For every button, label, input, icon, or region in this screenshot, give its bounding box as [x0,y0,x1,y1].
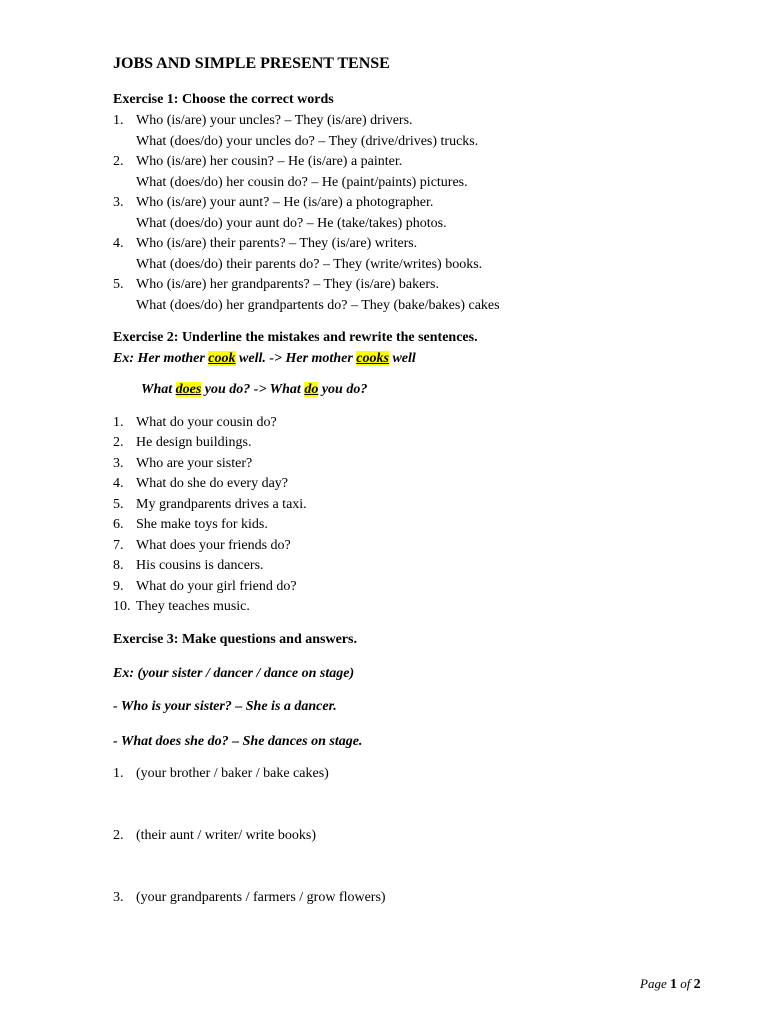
item-number: 1. [113,415,124,430]
item-number: 5. [113,497,124,512]
item-text: His cousins is dancers. [136,558,264,573]
item-number: 3. [113,456,124,471]
example-text: you do? -> What [201,382,305,397]
example-text: : (your sister / dancer / dance on stage) [129,666,355,681]
item-number: 9. [113,579,124,594]
item-text: Who (is/are) your aunt? – He (is/are) a photographer. [136,195,434,210]
item-text: She make toys for kids. [136,517,268,532]
item-number: 2. [113,828,124,843]
item-text: (your brother / baker / bake cakes) [136,766,329,781]
list-item [113,475,288,493]
example-label: Ex [113,666,130,681]
list-item [113,598,250,616]
list-item [113,276,439,294]
item-number: 2. [113,154,124,169]
example-text: well [388,351,416,366]
example-answer: - What does she do? – She dances on stage. [113,734,363,749]
list-item [113,194,433,212]
item-number: 1. [113,766,124,781]
item-text: What does your friends do? [136,538,291,553]
list-item [113,537,291,555]
exercise2-heading: Exercise 2: Underline the mistakes and rewrite the sentences. [113,330,478,345]
item-text: What do your cousin do? [136,415,277,430]
page-of-label: of [676,976,694,991]
item-number: 5. [113,277,124,292]
item-text: My grandparents drives a taxi. [136,497,307,512]
example-text: : Her mother [129,351,209,366]
example-line [113,350,416,368]
list-item [113,235,417,253]
item-text: (their aunt / writer/ write books) [136,828,317,843]
item-text: What do your girl friend do? [136,579,297,594]
item-text: They teaches music. [136,599,250,614]
item-text: What do she do every day? [136,476,288,491]
item-number: 3. [113,195,124,210]
list-item [113,827,316,845]
list-item [113,455,252,473]
example-label: Ex [113,351,130,366]
list-item [113,112,413,130]
item-number: 4. [113,476,124,491]
item-number: 2. [113,435,124,450]
item-text: Who (is/are) your uncles? – They (is/are) drivers. [136,113,413,128]
highlighted-correction: do [304,382,319,397]
example-line [141,381,367,399]
list-item [113,496,307,514]
example-text: well. -> Her mother [235,351,357,366]
page-label: Page [640,976,670,991]
item-text: Who (is/are) their parents? – They (is/are) writers. [136,236,418,251]
item-number: 6. [113,517,124,532]
item-number: 1. [113,113,124,128]
list-item [113,516,268,534]
item-number: 3. [113,890,124,905]
list-item [113,414,277,432]
item-number: 10. [113,599,131,614]
list-item [113,765,329,783]
list-item-continuation: What (does/do) your uncles do? – They (drive/drives) trucks. [136,134,479,149]
item-text: (your grandparents / farmers / grow flowers) [136,890,386,905]
highlighted-mistake: cook [208,351,236,366]
item-number: 7. [113,538,124,553]
highlighted-correction: cooks [356,351,389,366]
total-pages: 2 [693,977,701,992]
list-item [113,153,402,171]
highlighted-mistake: does [175,382,202,397]
example-text: What [141,382,176,397]
exercise3-heading: Exercise 3: Make questions and answers. [113,632,357,647]
page-title: JOBS AND SIMPLE PRESENT TENSE [113,55,390,72]
example-answer: - Who is your sister? – She is a dancer. [113,699,337,714]
list-item [113,557,264,575]
item-text: He design buildings. [136,435,252,450]
example-line [113,665,354,683]
item-number: 4. [113,236,124,251]
item-number: 8. [113,558,124,573]
list-item-continuation: What (does/do) your aunt do? – He (take/takes) photos. [136,216,447,231]
list-item [113,889,386,907]
item-text: Who (is/are) her cousin? – He (is/are) a painter. [136,154,403,169]
list-item [113,578,297,596]
page-number [640,976,701,993]
exercise1-heading: Exercise 1: Choose the correct words [113,92,334,107]
list-item-continuation: What (does/do) her grandpartents do? – They (bake/bakes) cakes [136,298,500,313]
example-text: you do? [318,382,368,397]
item-text: Who are your sister? [136,456,253,471]
current-page: 1 [669,977,677,992]
item-text: Who (is/are) her grandparents? – They (is/are) bakers. [136,277,439,292]
list-item [113,434,252,452]
list-item-continuation: What (does/do) their parents do? – They (write/writes) books. [136,257,483,272]
list-item-continuation: What (does/do) her cousin do? – He (paint/paints) pictures. [136,175,468,190]
